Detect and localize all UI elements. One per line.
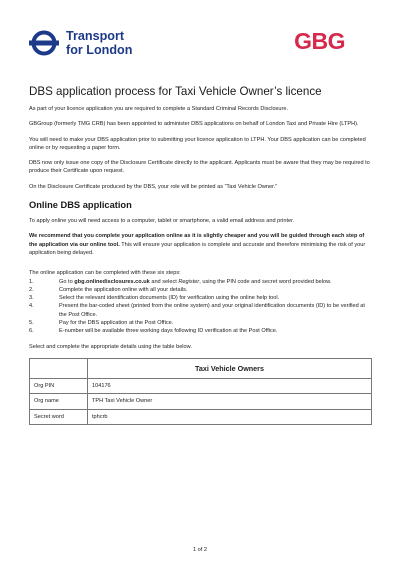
intro-paragraph-4: DBS now only issue one copy of the Disclosure Certificate directly to the applicant. Applicants must be aware that they may be required to produce their Certificate upon request.: [29, 160, 370, 175]
step-item: [29, 286, 374, 294]
step-item: [29, 294, 374, 302]
website-link[interactable]: gbg.onlinedisclosures.co.uk: [74, 278, 150, 285]
table-row-label: Org name: [30, 394, 88, 410]
table-row-label: Secret word: [30, 409, 88, 425]
table-row: [30, 409, 372, 425]
step-text-pre: Go to: [59, 278, 75, 285]
step-text: Select the relevant identification documents (ID) for verification using the online help tool.: [59, 295, 280, 302]
step-number: 2.: [29, 286, 34, 293]
table-row-value: 104176: [88, 378, 372, 394]
intro-paragraph-2: GBGroup (formerly TMG CRB) has been appointed to administer DBS applications on behalf of London Taxi and Private Hire (LTPH).: [29, 121, 359, 128]
table-row-value: TPH Taxi Vehicle Owner: [88, 394, 372, 410]
step-number: 4.: [29, 303, 34, 310]
step-text-mid: and select: [149, 278, 179, 285]
step-text: Present the bar-coded sheet (printed from the online system) and your original identification documents (ID) to be verified at the Post Office.: [59, 303, 365, 318]
step-text: E-number will be available three working days following ID verification at the Post Office.: [59, 328, 278, 335]
online-access-paragraph: To apply online you will need access to a computer, tablet or smartphone, a valid email address and printer.: [29, 218, 295, 225]
table-header-empty-cell: [30, 358, 88, 378]
step-item: [29, 327, 374, 335]
step-text-post: , using the PIN code and secret word provided below.: [199, 278, 332, 285]
tfl-roundel-icon: [29, 30, 59, 56]
table-row: [30, 394, 372, 410]
table-row: [30, 378, 372, 394]
step-item: [29, 278, 374, 286]
gbg-logo: GBG: [294, 28, 345, 54]
intro-paragraph-3: You will need to make your DBS application prior to submitting your licence application to LTPH. Your DBS application can be completed online or by requesting a paper form.: [29, 136, 366, 151]
tfl-logo-text: [66, 30, 132, 57]
tfl-logo-line2: for London: [66, 42, 133, 57]
step-number: 1.: [29, 278, 34, 285]
page-header: [0, 0, 400, 78]
section-heading-online: Online DBS application: [29, 200, 132, 211]
recommend-bold-text: We recommend that you complete your application online as it is slightly cheaper and you will be guided through each step of the application via our online tool.: [29, 233, 365, 248]
step-item: [29, 302, 374, 319]
steps-list: [29, 278, 374, 336]
table-row-label: Org PIN: [30, 378, 88, 394]
step-text: Complete the application online with all your details.: [59, 286, 188, 293]
step-item: [29, 319, 374, 327]
page-number: 1 of 2: [193, 547, 207, 553]
step-number: 6.: [29, 328, 34, 335]
document-body: [29, 85, 374, 425]
intro-paragraph-5: On the Disclosure Certificate produced by the DBS, your role will be printed as “Taxi Vehicle Owner.”: [29, 183, 278, 190]
tfl-logo-line1: Transport: [66, 29, 125, 43]
details-table: [29, 358, 372, 426]
intro-paragraph-1: As part of your licence application you are required to complete a Standard Criminal Records Disclosure.: [29, 106, 288, 112]
table-header-row: [30, 358, 372, 378]
table-row-value: tphcrb: [88, 409, 372, 425]
step-number: 5.: [29, 320, 34, 327]
page-title: DBS application process for Taxi Vehicle Owner’s licence: [29, 85, 322, 98]
recommend-paragraph: [29, 232, 374, 257]
steps-intro: The online application can be completed with these six steps:: [29, 270, 181, 277]
recommend-rest-text: This will ensure your application is complete and accurate and therefore minimising the risk of your application being delayed.: [29, 241, 366, 256]
register-text: Register: [178, 278, 200, 285]
step-text: [59, 278, 374, 286]
table-intro: Select and complete the appropriate details using the table below.: [29, 343, 192, 350]
table-heading: Taxi Vehicle Owners: [88, 358, 372, 378]
step-number: 3.: [29, 295, 34, 302]
step-text: Pay for the DBS application at the Post Office.: [59, 320, 174, 327]
